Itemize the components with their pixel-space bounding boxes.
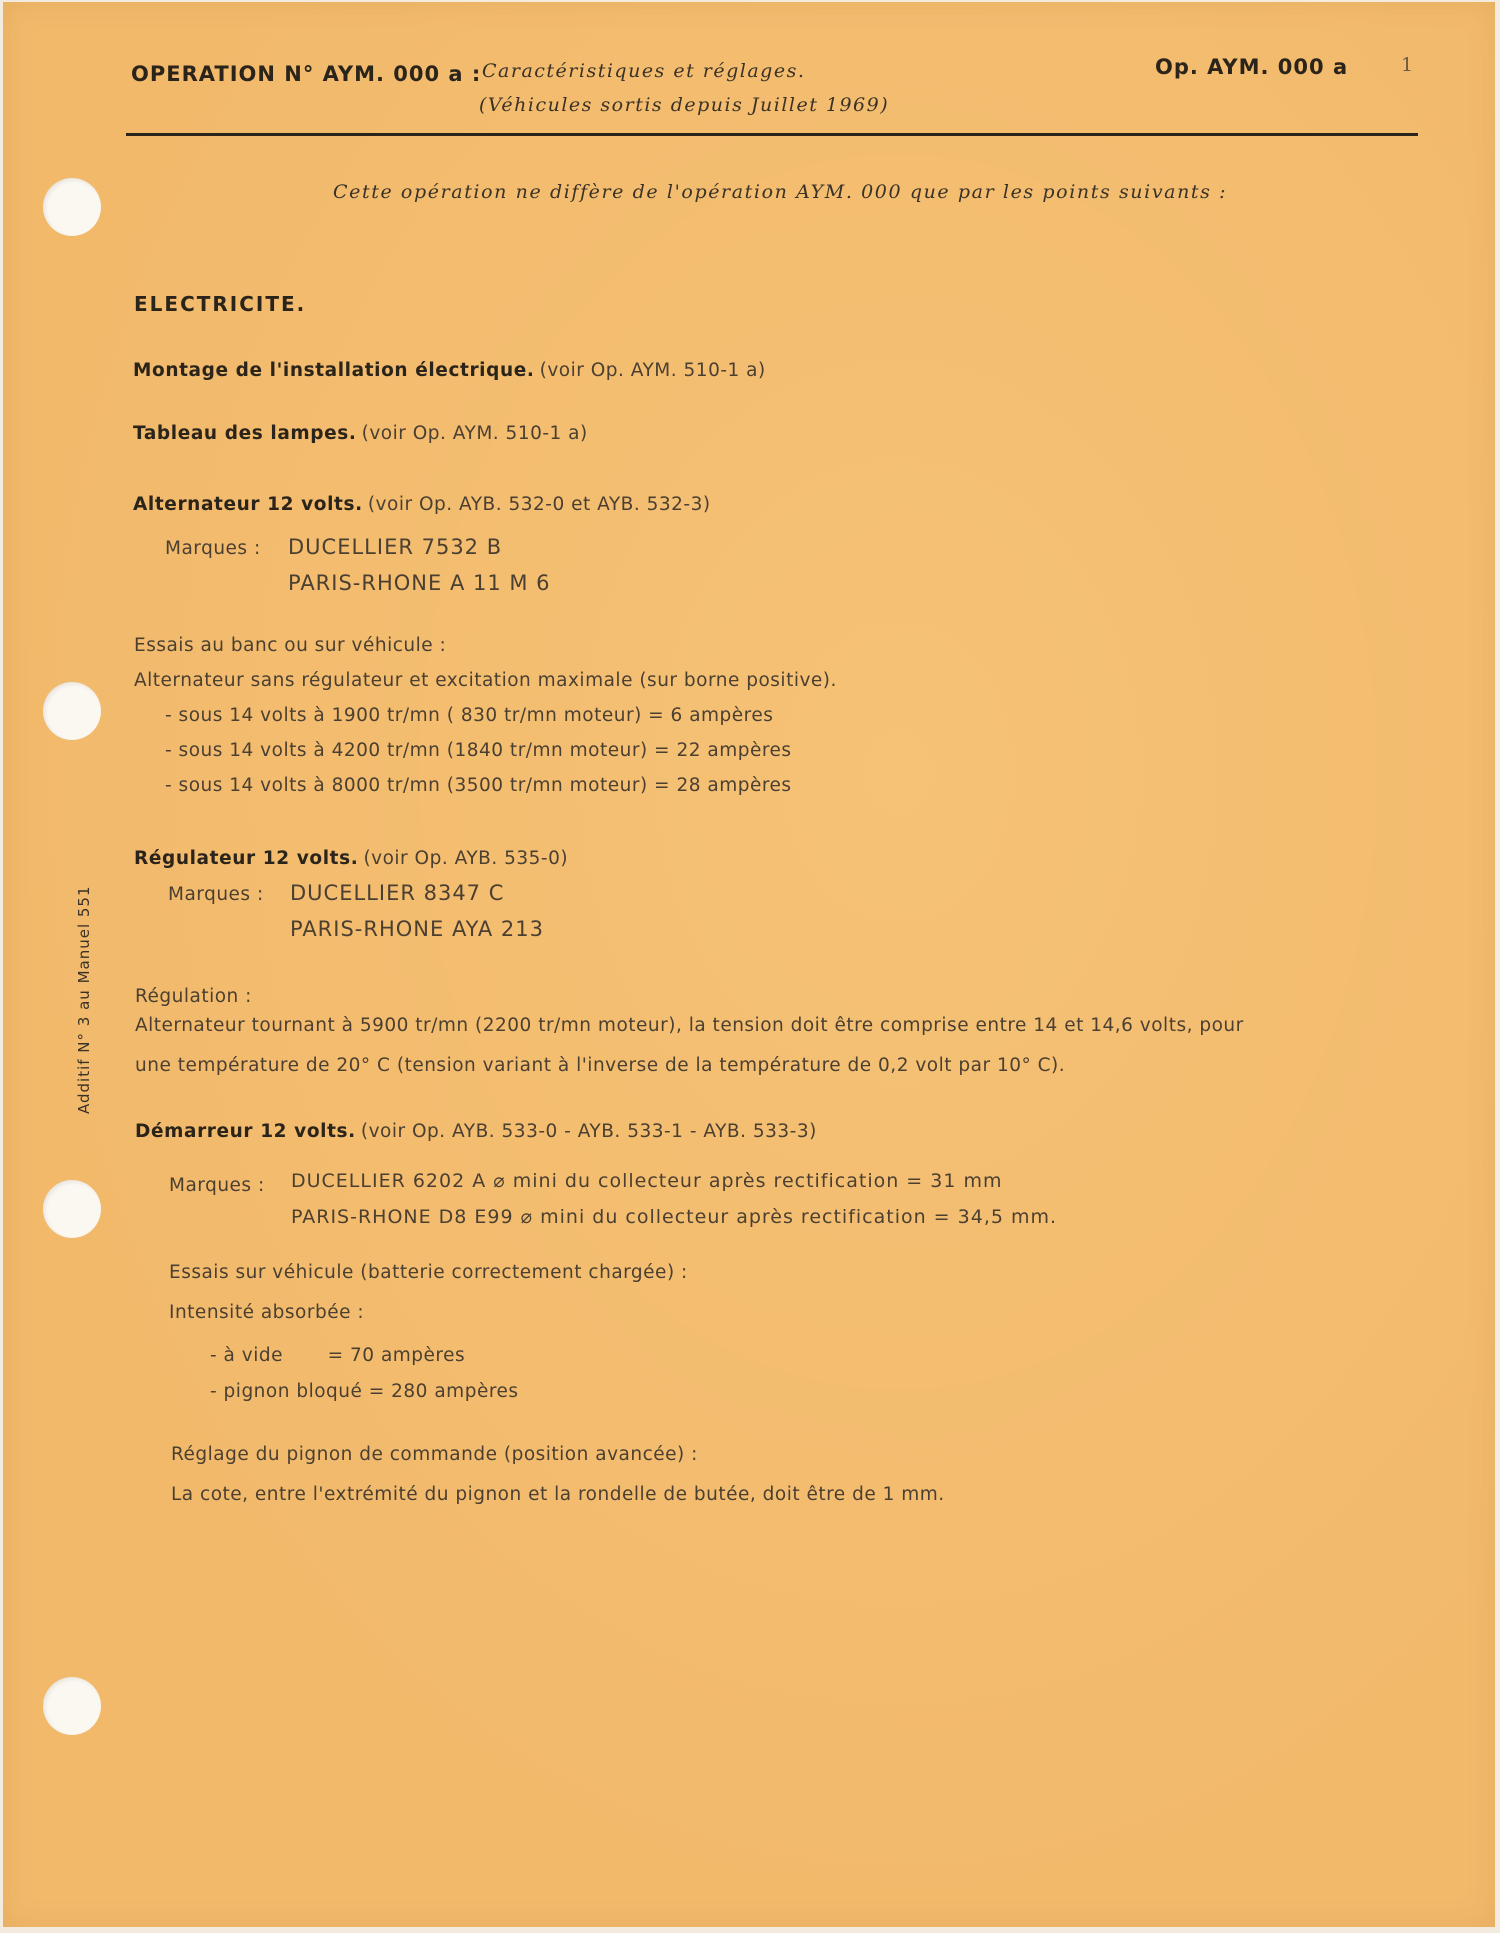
alternateur-label: Alternateur 12 volts.	[133, 494, 363, 515]
demarreur-vide: - à vide = 70 ampères	[210, 1345, 466, 1366]
page-number: 1	[1401, 54, 1414, 76]
alternateur-test-2: - sous 14 volts à 4200 tr/mn (1840 tr/mn moteur) = 22 ampères	[165, 740, 792, 761]
operation-title: Caractéristiques et réglages.	[482, 60, 806, 82]
header-rule	[126, 133, 1418, 136]
document-page	[3, 2, 1495, 1927]
alternateur-line	[133, 494, 711, 515]
demarreur-reglage: Réglage du pignon de commande (position avancée) :	[171, 1444, 698, 1465]
alternateur-essais: Essais au banc ou sur véhicule :	[134, 635, 447, 656]
regulateur-label: Régulateur 12 volts.	[134, 848, 359, 869]
demarreur-brand-2: PARIS-RHONE D8 E99 ⌀ mini du collecteur après rectification = 34,5 mm.	[291, 1206, 1058, 1228]
alternateur-marques-label: Marques :	[165, 538, 261, 559]
alternateur-brand-1: DUCELLIER 7532 B	[288, 535, 503, 559]
demarreur-cote: La cote, entre l'extrémité du pignon et la rondelle de butée, doit être de 1 mm.	[171, 1484, 945, 1505]
intro-text: Cette opération ne diffère de l'opération AYM. 000 que par les points suivants :	[333, 181, 1228, 203]
punch-hole	[43, 178, 101, 236]
regulation-line-1: Alternateur tournant à 5900 tr/mn (2200 tr/mn moteur), la tension doit être comprise entre 14 et 14,6 volts, pour	[135, 1015, 1244, 1036]
alternateur-ref: (voir Op. AYB. 532-0 et AYB. 532-3)	[367, 494, 711, 515]
montage-line	[133, 360, 766, 381]
demarreur-label: Démarreur 12 volts.	[135, 1121, 356, 1142]
demarreur-bloque: - pignon bloqué = 280 ampères	[210, 1381, 519, 1402]
montage-label: Montage de l'installation électrique.	[133, 360, 535, 381]
punch-hole	[43, 1180, 101, 1238]
tableau-line	[133, 423, 588, 444]
punch-hole	[43, 1677, 101, 1735]
alternateur-condition: Alternateur sans régulateur et excitation maximale (sur borne positive).	[134, 670, 837, 691]
demarreur-ref: (voir Op. AYB. 533-0 - AYB. 533-1 - AYB. 533-3)	[360, 1121, 817, 1142]
demarreur-essais: Essais sur véhicule (batterie correctement chargée) :	[169, 1262, 688, 1283]
regulateur-brand-1: DUCELLIER 8347 C	[290, 881, 505, 905]
montage-ref: (voir Op. AYM. 510-1 a)	[539, 360, 766, 381]
op-code: Op. AYM. 000 a	[1155, 55, 1349, 79]
punch-hole	[43, 682, 101, 740]
demarreur-brand-1: DUCELLIER 6202 A ⌀ mini du collecteur après rectification = 31 mm	[291, 1170, 1003, 1192]
regulation-label: Régulation :	[135, 986, 252, 1007]
regulateur-ref: (voir Op. AYB. 535-0)	[363, 848, 569, 869]
regulateur-line	[134, 848, 568, 869]
section-title: ELECTRICITE.	[134, 292, 307, 316]
demarreur-line	[135, 1121, 817, 1142]
operation-label: OPERATION N° AYM. 000 a :	[131, 62, 482, 86]
tableau-ref: (voir Op. AYM. 510-1 a)	[361, 423, 588, 444]
regulateur-marques-label: Marques :	[168, 884, 264, 905]
side-note: Additif N° 3 au Manuel 551	[75, 885, 93, 1114]
demarreur-marques-label: Marques :	[169, 1175, 265, 1196]
regulation-line-2: une température de 20° C (tension variant à l'inverse de la température de 0,2 volt par 10° C).	[135, 1055, 1066, 1076]
demarreur-intensite: Intensité absorbée :	[169, 1302, 365, 1323]
regulateur-brand-2: PARIS-RHONE AYA 213	[290, 917, 544, 941]
tableau-label: Tableau des lampes.	[133, 423, 357, 444]
alternateur-brand-2: PARIS-RHONE A 11 M 6	[288, 571, 551, 595]
alternateur-test-3: - sous 14 volts à 8000 tr/mn (3500 tr/mn moteur) = 28 ampères	[165, 775, 792, 796]
operation-subtitle: (Véhicules sortis depuis Juillet 1969)	[479, 94, 890, 116]
alternateur-test-1: - sous 14 volts à 1900 tr/mn ( 830 tr/mn moteur) = 6 ampères	[165, 705, 774, 726]
